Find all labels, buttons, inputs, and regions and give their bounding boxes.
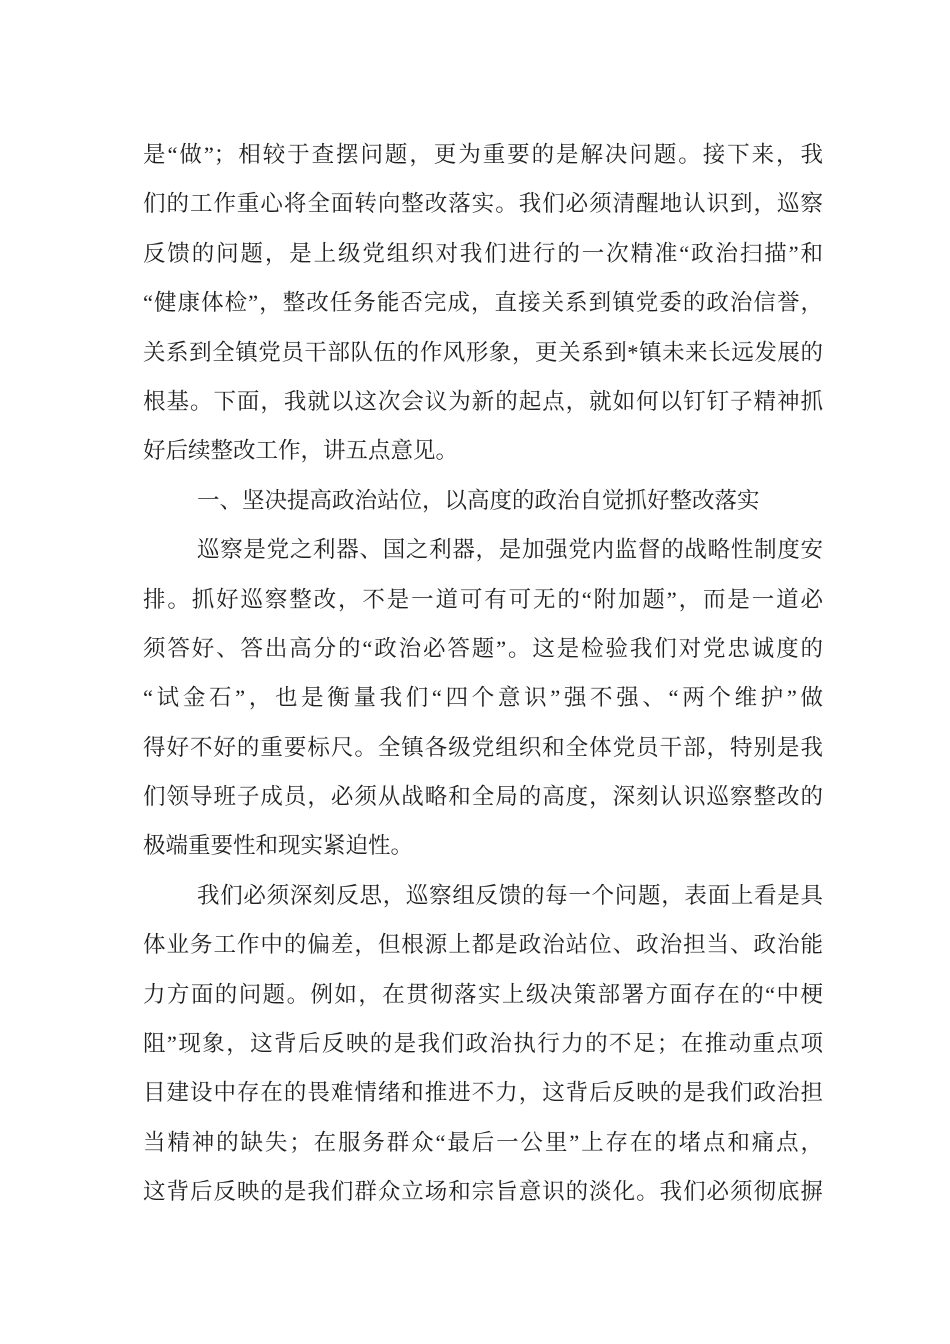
text-line: 根基。下面，我就以这次会议为新的起点，就如何以钉钉子精神抓	[143, 388, 823, 414]
text-line: 力方面的问题。例如，在贯彻落实上级决策部署方面存在的“中梗	[143, 981, 823, 1007]
text-line: “健康体检”，整改任务能否完成，直接关系到镇党委的政治信誉，	[143, 290, 823, 316]
text-line: 目建设中存在的畏难情绪和推进不力，这背后反映的是我们政治担	[143, 1080, 823, 1106]
text-line: 好后续整改工作，讲五点意见。	[143, 438, 459, 464]
text-line: 反馈的问题，是上级党组织对我们进行的一次精准“政治扫描”和	[143, 240, 823, 266]
text-line: 是“做”；相较于查摆问题，更为重要的是解决问题。接下来，我	[143, 142, 823, 167]
text-line: 体业务工作中的偏差，但根源上都是政治站位、政治担当、政治能	[143, 932, 823, 958]
text-line: 们的工作重心将全面转向整改落实。我们必须清醒地认识到，巡察	[143, 191, 823, 217]
text-line: 当精神的缺失；在服务群众“最后一公里”上存在的堵点和痛点，	[143, 1129, 823, 1155]
text-line: 极端重要性和现实紧迫性。	[143, 833, 414, 859]
text-line: 们领导班子成员，必须从战略和全局的高度，深刻认识巡察整改的	[143, 784, 823, 810]
text-line: 阻”现象，这背后反映的是我们政治执行力的不足；在推动重点项	[143, 1031, 823, 1057]
text-line: “试金石”，也是衡量我们“四个意识”强不强、“两个维护”做	[143, 685, 823, 711]
text-line: 这背后反映的是我们群众立场和宗旨意识的淡化。我们必须彻底摒	[143, 1179, 823, 1205]
text-line: 排。抓好巡察整改，不是一道可有可无的“附加题”，而是一道必	[143, 586, 823, 612]
text-line: 得好不好的重要标尺。全镇各级党组织和全体党员干部，特别是我	[143, 734, 823, 760]
text-line: 须答好、答出高分的“政治必答题”。这是检验我们对党忠诚度的	[143, 635, 823, 661]
document-body	[143, 130, 823, 1217]
text-line: 我们必须深刻反思，巡察组反馈的每一个问题，表面上看是具	[197, 882, 823, 908]
text-line: 巡察是党之利器、国之利器，是加强党内监督的战略性制度安	[197, 537, 823, 563]
heading-line: 一、坚决提高政治站位，以高度的政治自觉抓好整改落实	[197, 487, 760, 513]
text-line: 关系到全镇党员干部队伍的作风形象，更关系到*镇未来长远发展的	[143, 339, 823, 365]
